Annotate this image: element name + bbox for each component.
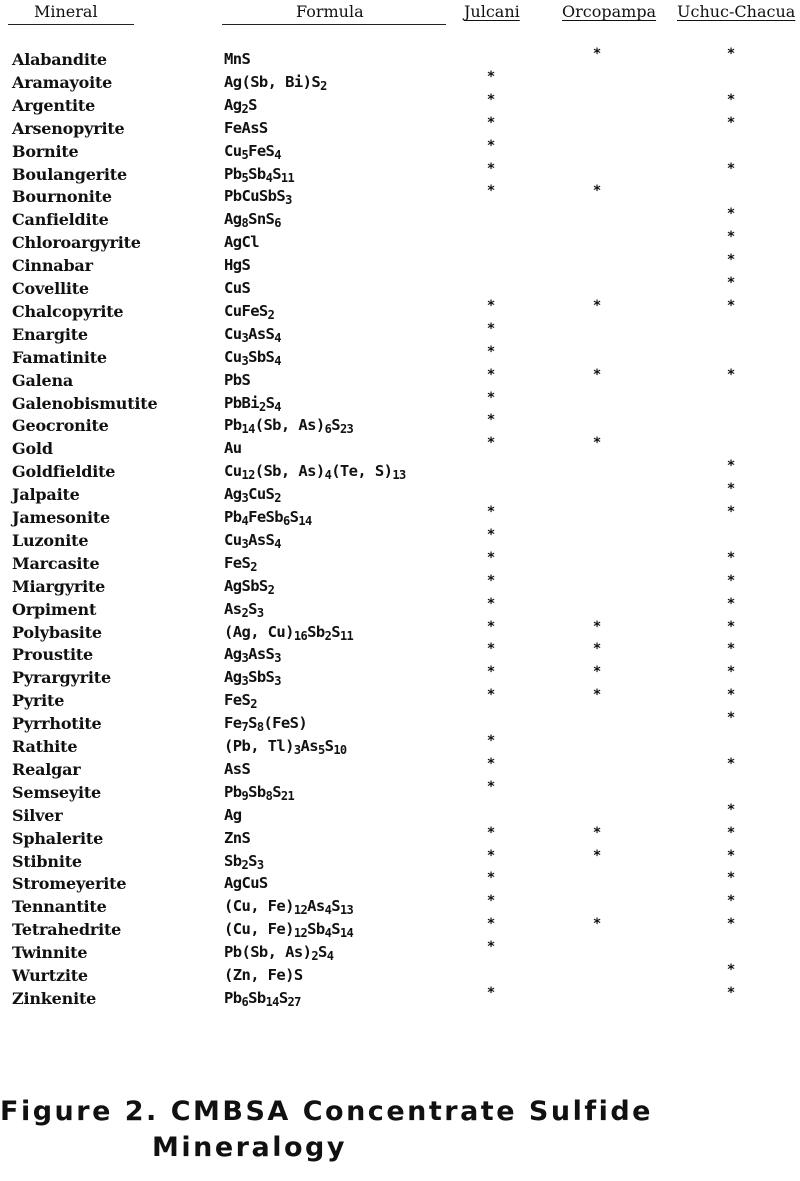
mineral-formula: AgCuS [224,874,268,893]
mineral-name: Geocronite [12,416,109,436]
occurrence-mark-orcopampa: * [593,847,601,864]
mineral-name: Arsenopyrite [12,118,125,138]
occurrence-mark-orcopampa: * [593,641,601,658]
table-row [0,504,800,531]
occurrence-mark-julcani: * [487,366,495,383]
mineral-name: Polybasite [12,622,102,642]
table-row [0,320,800,348]
occurrence-mark-uchuc: * [727,595,735,612]
mineral-name: Enargite [12,324,88,344]
occurrence-mark-orcopampa: * [593,618,601,635]
mineral-name: Alabandite [12,50,107,69]
mineral-formula: $Ag_3SbS_3$ [224,668,281,689]
mineral-formula: (Pb, $Tl)_3As_5S_{10}$ [224,737,347,757]
table-row [0,687,800,714]
occurrence-mark-uchuc: * [727,275,735,291]
caption-line-1: Figure 2. CMBSA Concentrate Sulfide [0,1096,653,1127]
mineral-formula: HgS [224,256,251,275]
table-row [0,893,800,920]
mineral-formula: $Pb_{14}(Sb$, $As)_6S_{23}$ [224,416,354,437]
table-row [0,297,800,325]
occurrence-mark-julcani: * [487,389,495,406]
occurrence-mark-julcani: * [487,984,495,1001]
occurrence-mark-uchuc: * [727,252,735,269]
occurrence-mark-uchuc: * [727,710,735,727]
table-row [0,137,800,165]
table-row [0,664,800,691]
occurrence-mark-uchuc: * [727,549,735,566]
occurrence-mark-julcani: * [487,572,495,589]
occurrence-mark-uchuc: * [727,664,735,681]
occurrence-mark-uchuc: * [727,641,735,658]
occurrence-mark-julcani: * [487,733,495,749]
mineral-name: Twinnite [12,943,88,963]
table-row [0,412,800,439]
table-row [0,526,800,554]
occurrence-mark-uchuc: * [727,916,735,933]
mineral-formula: (Zn, Fe)S [224,966,303,984]
mineral-formula: MnS [224,50,251,68]
table-row [0,801,800,829]
mineral-formula: $PbBi_2S_4$ [224,393,281,414]
mineral-formula: $Cu_5FeS_4$ [224,141,281,162]
mineral-name: Aramayoite [12,72,113,92]
header-formula-rule [222,24,446,25]
mineral-formula: AgCl [224,233,259,252]
table-row [0,46,800,73]
header-uchuc-chacua: Uchuc-Chacua [677,2,796,21]
mineral-formula: AgSbS$_2$ [224,576,275,597]
occurrence-mark-julcani: * [487,183,495,200]
occurrence-mark-julcani: * [487,939,495,956]
occurrence-mark-uchuc: * [727,46,735,62]
occurrence-mark-julcani: * [487,435,495,452]
table-row [0,68,800,96]
table-row [0,229,800,256]
mineral-formula: $Pb_6Sb_{14}S_{27}$ [224,988,301,1009]
occurrence-mark-uchuc: * [727,618,735,635]
occurrence-mark-uchuc: * [727,962,735,978]
table-row [0,962,800,989]
occurrence-mark-julcani: * [487,824,495,841]
table-row [0,847,800,875]
table-row [0,114,800,142]
mineral-name: Marcasite [12,553,100,573]
occurrence-mark-julcani: * [487,687,495,704]
mineral-formula: CuS [224,279,251,297]
mineral-formula: (Ag, $Cu)_{16}Sb_2S_{11}$ [224,622,354,643]
occurrence-mark-uchuc: * [727,687,735,704]
occurrence-mark-julcani: * [487,664,495,681]
table-row [0,755,800,783]
occurrence-mark-julcani: * [487,504,495,520]
figure-caption [0,1094,653,1166]
mineral-name: Argentite [12,95,96,115]
occurrence-mark-uchuc: * [727,366,735,383]
mineral-formula: $Pb_5Sb_4S_{11}$ [224,164,295,185]
table-row [0,984,800,1012]
mineral-name: Jalpaite [12,485,80,505]
mineral-name: Canfieldite [12,210,109,230]
occurrence-mark-julcani: * [487,893,495,910]
occurrence-mark-uchuc: * [727,847,735,864]
mineral-formula: Ag [224,805,242,824]
occurrence-mark-uchuc: * [727,91,735,108]
occurrence-mark-uchuc: * [727,801,735,818]
table-row [0,481,800,508]
mineral-name: Miargyrite [12,576,106,596]
occurrence-mark-orcopampa: * [593,435,601,452]
caption-line-2: Mineralogy [152,1132,347,1163]
mineral-formula: FeAsS [224,118,268,137]
mineral-name: Semseyite [12,782,101,802]
mineral-formula: FeS$_2$ [224,553,257,574]
occurrence-mark-julcani: * [487,870,495,887]
occurrence-mark-julcani: * [487,549,495,566]
mineral-formula: $Sb_2S_3$ [224,851,264,872]
mineral-name: Realgar [12,759,81,779]
occurrence-mark-julcani: * [487,91,495,108]
table-row [0,916,800,943]
mineral-name: Cinnabar [12,256,93,276]
occurrence-mark-uchuc: * [727,824,735,841]
table-row [0,183,800,210]
mineral-formula: $Ag_3AsS_3$ [224,645,281,666]
mineral-formula: ZnS [224,828,251,847]
mineral-name: Pyrite [12,691,65,711]
mineral-name: Tennantite [12,897,107,917]
occurrence-mark-uchuc: * [727,572,735,589]
occurrence-mark-orcopampa: * [593,297,601,314]
occurrence-mark-julcani: * [487,526,495,543]
table-row [0,366,800,394]
mineral-formula: (Cu, $Fe)_{12}Sb_4S_{14}$ [224,920,354,941]
mineral-name: Famatinite [12,347,107,367]
occurrence-mark-uchuc: * [727,755,735,772]
occurrence-mark-julcani: * [487,618,495,635]
header-orcopampa: Orcopampa [562,2,657,21]
table-row [0,549,800,577]
mineral-name: Zinkenite [12,988,97,1008]
mineral-name: Bournonite [12,187,112,207]
table-row [0,733,800,760]
occurrence-mark-julcani: * [487,778,495,795]
occurrence-mark-orcopampa: * [593,687,601,704]
header-julcani: Julcani [464,2,520,21]
mineral-formula: Au [224,439,242,458]
mineral-formula: $As_2S_3$ [224,599,264,620]
mineral-name: Wurtzite [12,966,88,985]
occurrence-mark-julcani: * [487,137,495,154]
occurrence-mark-julcani: * [487,343,495,360]
occurrence-mark-orcopampa: * [593,366,601,383]
mineral-name: Covellite [12,279,89,298]
mineral-formula: FeS$_2$ [224,691,257,712]
mineral-name: Stibnite [12,851,82,871]
mineral-formula: $Cu_{12}(Sb$, $As)_4(Te$, $S)_{13}$ [224,462,406,483]
occurrence-mark-uchuc: * [727,160,735,177]
mineral-formula: PbS [224,370,251,389]
occurrence-mark-julcani: * [487,297,495,314]
table-row [0,206,800,233]
occurrence-mark-uchuc: * [727,893,735,910]
table-row [0,824,800,852]
mineral-name: Chalcopyrite [12,301,124,321]
mineral-name: Bornite [12,141,79,161]
occurrence-mark-uchuc: * [727,206,735,223]
mineral-name: Silver [12,805,63,825]
table-row [0,91,800,119]
mineral-name: Luzonite [12,530,89,550]
occurrence-mark-orcopampa: * [593,46,601,62]
mineral-name: Stromeyerite [12,874,127,894]
occurrence-mark-julcani: * [487,847,495,864]
table-row [0,572,800,600]
occurrence-mark-julcani: * [487,412,495,429]
occurrence-mark-julcani: * [487,755,495,772]
mineral-formula: Pb(Sb, $As)_2S_4$ [224,943,334,964]
mineral-formula: $Pb_9Sb_8S_{21}$ [224,782,295,803]
table-row [0,618,800,646]
header-mineral: Mineral [34,2,98,21]
mineral-name: Galena [12,370,74,390]
mineral-formula: PbCuSbS$_3$ [224,187,292,208]
occurrence-mark-julcani: * [487,160,495,177]
occurrence-mark-uchuc: * [727,870,735,887]
occurrence-mark-orcopampa: * [593,916,601,933]
table-row [0,939,800,966]
occurrence-mark-uchuc: * [727,504,735,520]
occurrence-mark-julcani: * [487,114,495,131]
table-row [0,275,800,302]
table-row [0,595,800,623]
mineral-name: Boulangerite [12,164,127,184]
mineral-formula: AsS [224,759,251,778]
occurrence-mark-uchuc: * [727,297,735,314]
mineral-formula: Ag(Sb, $Bi)S_2$ [224,72,327,93]
occurrence-mark-julcani: * [487,916,495,933]
occurrence-mark-uchuc: * [727,114,735,131]
mineral-name: Chloroargyrite [12,233,141,253]
mineral-formula: $Ag_8SnS_6$ [224,210,281,231]
occurrence-mark-julcani: * [487,68,495,85]
header-formula: Formula [296,2,364,21]
table-row [0,252,800,279]
mineral-name: Jamesonite [12,508,111,527]
occurrence-mark-uchuc: * [727,984,735,1001]
mineral-formula: $Cu_3AsS_4$ [224,324,281,345]
table-row [0,778,800,806]
mineral-formula: $Fe_7S_8(FeS)$ [224,714,308,735]
occurrence-mark-julcani: * [487,641,495,658]
table-row [0,641,800,668]
mineral-name: Goldfieldite [12,462,116,482]
mineral-name: Orpiment [12,599,97,619]
mineral-formula: $Pb_4FeSb_6S_{14}$ [224,508,312,528]
occurrence-mark-orcopampa: * [593,824,601,841]
occurrence-mark-uchuc: * [727,458,735,475]
mineral-name: Pyrrhotite [12,714,102,734]
header-mineral-rule [8,24,134,25]
mineral-formula: $Cu_3SbS_4$ [224,347,281,368]
table-row [0,710,800,737]
table-row [0,160,800,188]
table-row [0,458,800,485]
table-row [0,343,800,371]
occurrence-mark-uchuc: * [727,229,735,246]
occurrence-mark-julcani: * [487,595,495,612]
mineral-name: Gold [12,439,53,459]
table-row [0,870,800,897]
mineral-formula: $Ag_2S$ [224,95,257,116]
occurrence-mark-julcani: * [487,320,495,337]
table-row [0,389,800,417]
mineral-formula: $Cu_3AsS_4$ [224,530,281,551]
mineral-name: Galenobismutite [12,393,158,413]
mineral-formula: $Ag_3CuS_2$ [224,485,281,506]
table-row [0,435,800,462]
mineral-formula: (Cu, $Fe)_{12}As_4S_{13}$ [224,897,354,918]
mineral-formula: CuFeS$_2$ [224,301,275,322]
occurrence-mark-uchuc: * [727,481,735,498]
mineral-name: Tetrahedrite [12,920,122,940]
mineral-name: Rathite [12,737,78,756]
mineral-name: Pyrargyrite [12,668,111,688]
mineral-name: Proustite [12,645,94,665]
occurrence-mark-orcopampa: * [593,664,601,681]
occurrence-mark-orcopampa: * [593,183,601,200]
mineral-name: Sphalerite [12,828,104,848]
